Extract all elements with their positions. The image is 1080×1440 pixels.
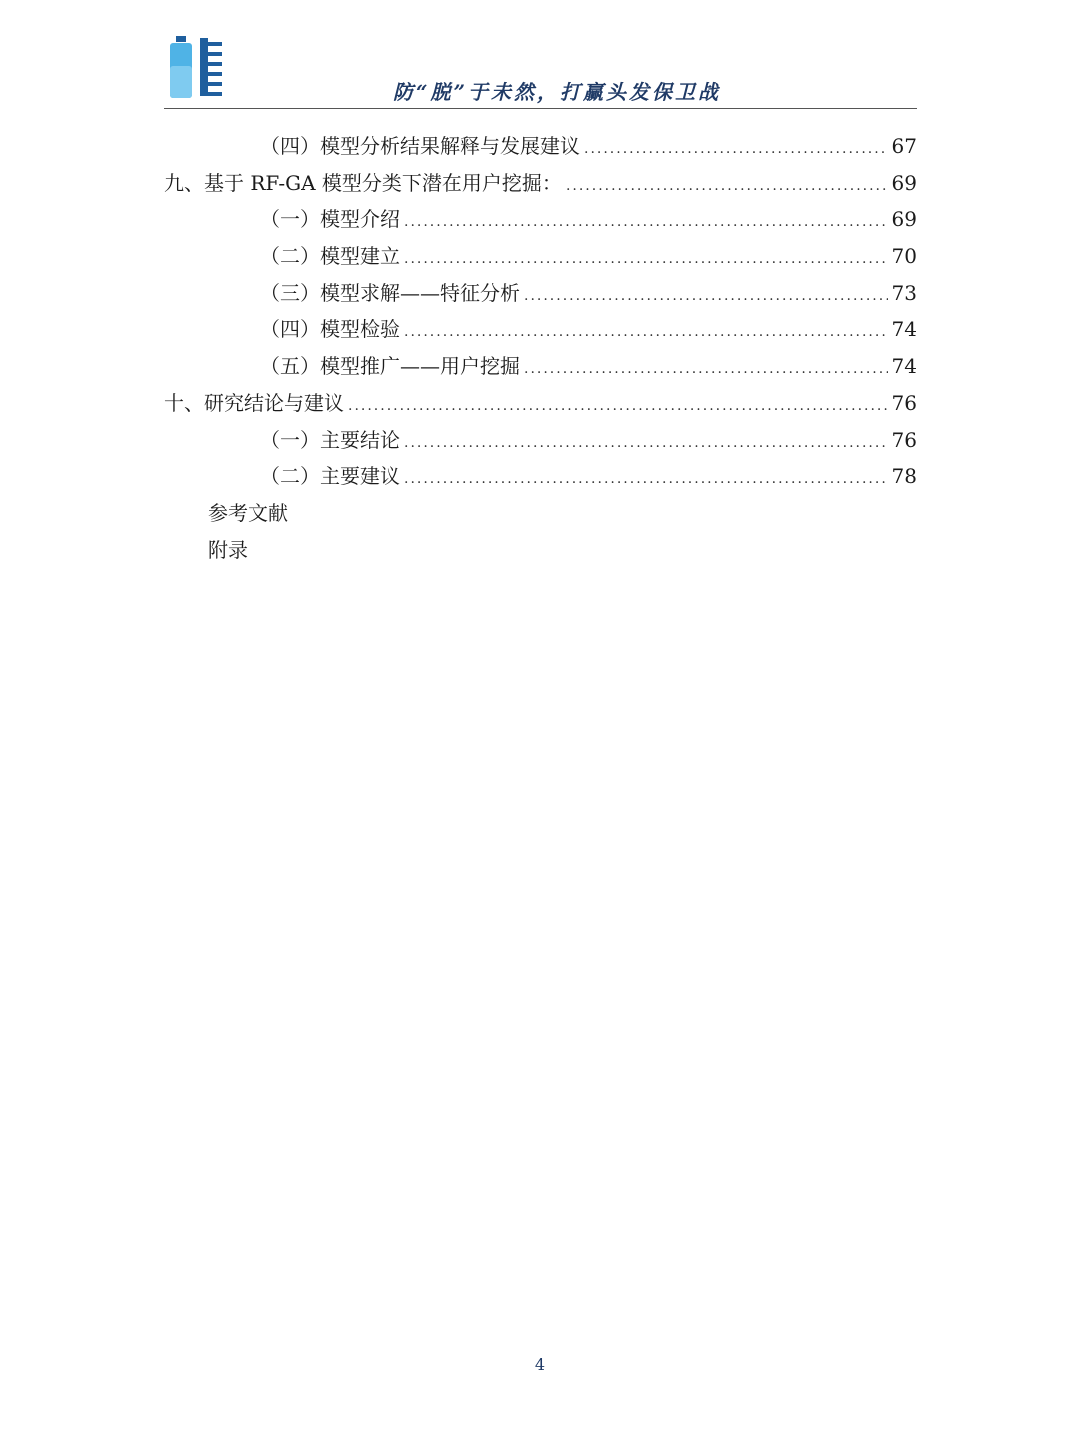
toc-entry-title: 附录	[208, 537, 248, 562]
header-slogan: 防“脱”于未然，打赢头发保卫战	[392, 80, 721, 104]
toc-entry-title: （一）模型介绍	[260, 207, 400, 232]
toc-entry[interactable]	[164, 458, 917, 495]
toc-entry-page: 74	[891, 354, 917, 379]
toc-leader-dots	[566, 168, 888, 205]
toc-entry-page: 69	[891, 207, 917, 232]
toc-entry-title: （五）模型推广——用户挖掘	[260, 354, 520, 379]
toc-entry[interactable]	[164, 311, 917, 348]
toc-leader-dots	[584, 131, 888, 168]
toc-entry-title: （二）主要建议	[260, 464, 400, 489]
page-header	[164, 34, 917, 112]
toc-entry-page: 70	[891, 244, 917, 269]
toc-entry[interactable]	[164, 532, 917, 569]
toc-entry-page: 69	[891, 170, 917, 195]
toc-leader-dots	[404, 461, 888, 498]
toc-entry[interactable]	[164, 201, 917, 238]
toc-leader-dots	[524, 351, 888, 388]
toc-entry[interactable]	[164, 422, 917, 459]
toc-entry-title: （四）模型分析结果解释与发展建议	[260, 134, 580, 158]
toc-entry-title: （二）模型建立	[260, 244, 400, 269]
toc-leader-dots	[404, 425, 888, 462]
toc-entry[interactable]	[164, 275, 917, 312]
toc-entry-title: 十、研究结论与建议	[164, 390, 344, 415]
toc-entry-page: 67	[891, 134, 917, 158]
toc-entry-page: 76	[891, 427, 917, 452]
toc-entry[interactable]	[164, 495, 917, 532]
toc-entry-page: 74	[891, 317, 917, 342]
toc-entry-title: 参考文献	[208, 500, 288, 525]
toc-entry-title: （一）主要结论	[260, 427, 400, 452]
toc-leader-dots	[404, 204, 888, 241]
toc-entry[interactable]	[164, 128, 917, 165]
toc-entry-page: 76	[891, 390, 917, 415]
toc-leader-dots	[348, 388, 888, 425]
toc-leader-dots	[404, 241, 888, 278]
toc-entry[interactable]	[164, 165, 917, 202]
toc-entry-title: （三）模型求解——特征分析	[260, 280, 520, 305]
header-divider	[164, 108, 917, 109]
toc-entry-title: （四）模型检验	[260, 317, 400, 342]
toc-entry[interactable]	[164, 238, 917, 275]
toc-entry[interactable]	[164, 348, 917, 385]
bottle-comb-logo-icon	[166, 36, 226, 98]
table-of-contents	[164, 128, 917, 568]
toc-leader-dots	[524, 278, 888, 315]
page-number: 4	[534, 1355, 546, 1374]
toc-leader-dots	[404, 314, 888, 351]
toc-entry-title: 九、基于 RF-GA 模型分类下潜在用户挖掘：	[164, 170, 562, 195]
toc-entry[interactable]	[164, 385, 917, 422]
toc-entry-page: 73	[891, 280, 917, 305]
toc-entry-page: 78	[891, 464, 917, 489]
